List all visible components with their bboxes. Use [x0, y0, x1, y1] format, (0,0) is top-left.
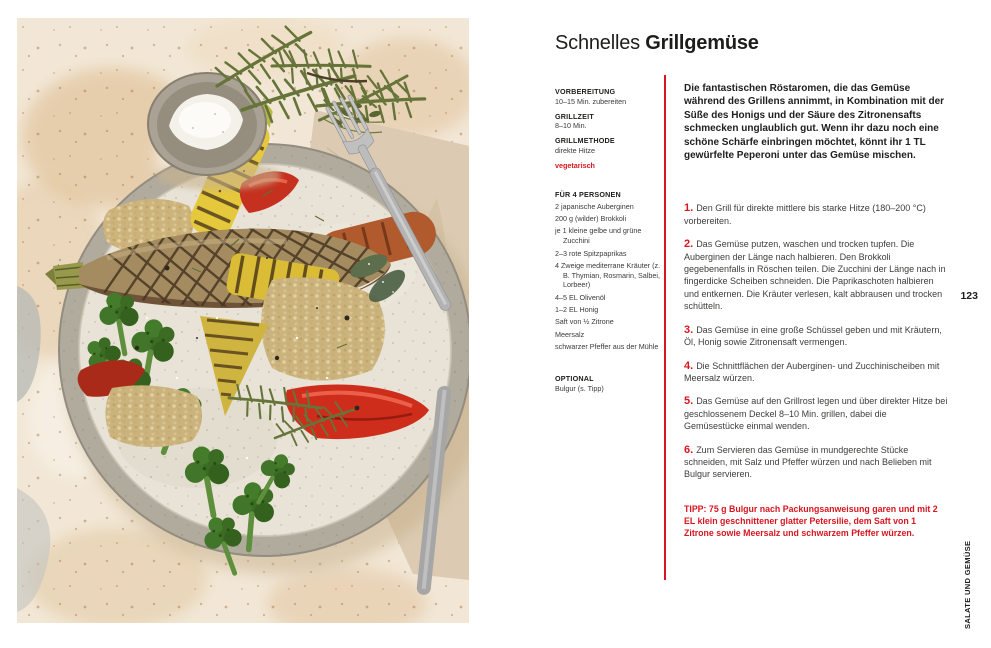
recipe-body	[684, 82, 948, 539]
step-number: 4.	[684, 359, 694, 372]
ingredient-item: Saft von ½ Zitrone	[555, 317, 614, 327]
grill-method-label: GRILLMETHODE	[555, 136, 615, 146]
step-text: Die Schnittflächen der Auberginen- und Zucchinischeiben mit Meersalz würzen.	[684, 360, 940, 383]
ingredient-item: 2 japanische Auberginen	[555, 201, 634, 211]
recipe-info-sidebar	[555, 87, 661, 393]
step-text: Zum Servieren das Gemüse in mundgerechte Stücke schneiden, mit Salz und Pfeffer würzen und nach Belieben mit Bulgur servieren.	[684, 444, 932, 480]
step-text: Das Gemüse in eine große Schüssel geben und mit Kräutern, Öl, Honig sowie Zitronensaft vermengen.	[684, 324, 942, 348]
recipe-title	[555, 32, 759, 55]
recipe-intro: Die fantastischen Röstaromen, die das Gemüse während des Grillens annimmt, in Kombination mit der Süße des Honigs und der Säure des Zitronensafts schmecken unglaublich gut. Wenn ihr dazu noch eine schöne Schärfe einbringen möchtet, könnt ihr 1 TL gewürfelte Peperoni unter das Gemüse mischen.	[684, 83, 945, 162]
servings-label: FÜR 4 PERSONEN	[555, 189, 621, 199]
step-number: 2.	[684, 238, 694, 251]
red-divider-line	[664, 75, 666, 580]
optional-label: OPTIONAL	[555, 373, 594, 383]
step	[684, 395, 948, 432]
ingredient-list	[555, 202, 661, 352]
ingredient-item: 4 Zweige mediterrane Kräuter (z. B. Thymian, Rosmarin, Salbei, Lorbeer)	[555, 260, 661, 290]
step	[684, 202, 948, 227]
step	[684, 360, 948, 385]
grill-method-meta	[555, 136, 661, 156]
step-number: 3.	[684, 323, 694, 336]
grill-time-value: 8–10 Min.	[555, 121, 587, 131]
grill-method-value: direkte Hitze	[555, 145, 595, 155]
step	[684, 444, 948, 481]
ingredient-item: je 1 kleine gelbe und grüne Zucchini	[555, 226, 642, 246]
optional-value: Bulgur (s. Tipp)	[555, 383, 604, 393]
ingredient-item: 2–3 rote Spitzpaprikas	[555, 248, 627, 258]
step-text: Das Gemüse auf den Grillrost legen und über direkter Hitze bei geschlossenem Deckel 8–10 Min. grillen, dabei die Gemüsestücke einmal wenden.	[684, 396, 948, 432]
grill-time-label: GRILLZEIT	[555, 111, 594, 121]
step-number: 5.	[684, 395, 694, 408]
step-list	[684, 202, 948, 480]
prep-label: VORBEREITUNG	[555, 87, 616, 96]
recipe-title-regular: Schnelles	[555, 32, 640, 54]
chapter-label: SALATE UND GEMÜSE	[963, 540, 972, 629]
prep-meta	[555, 87, 661, 107]
page-number: 123	[960, 290, 978, 302]
step	[684, 324, 948, 349]
ingredient-item: 1–2 EL Honig	[555, 305, 599, 315]
tip-text: TIPP: 75 g Bulgur nach Packungsanweisung garen und mit 2 EL klein geschnittener glatter Petersilie, dem Saft von 1 Zitrone sowie Meersalz und schwarzem Pfeffer würzen.	[684, 503, 938, 538]
ingredient-item: schwarzer Pfeffer aus der Mühle	[555, 341, 659, 351]
recipe-title-bold: Grillgemüse	[645, 32, 759, 54]
step-number: 1.	[684, 202, 694, 215]
step	[684, 238, 948, 312]
step-text: Den Grill für direkte mittlere bis starke Hitze (180–200 °C) vorbereiten.	[684, 203, 926, 226]
diet-badge: vegetarisch	[555, 160, 595, 170]
prep-value: 10–15 Min. zubereiten	[555, 96, 627, 106]
grill-time-meta	[555, 112, 661, 132]
step-number: 6.	[684, 443, 694, 456]
ingredient-item: 200 g (wilder) Brokkoli	[555, 214, 627, 224]
ingredient-item: 4–5 EL Olivenöl	[555, 292, 606, 302]
step-text: Das Gemüse putzen, waschen und trocken tupfen. Die Auberginen der Länge nach halbieren. Den Brokkoli gegebenenfalls in Röschen teilen. Die Zucchini der Länge nach in fingerdicke Scheiben schneiden. Die Paprikaschoten halbieren und entkernen. Die Kräuter verlesen, kalt abbrausen und trocken schütteln.	[684, 239, 946, 312]
recipe-photo	[17, 18, 469, 623]
ingredient-item: Meersalz	[555, 329, 585, 339]
